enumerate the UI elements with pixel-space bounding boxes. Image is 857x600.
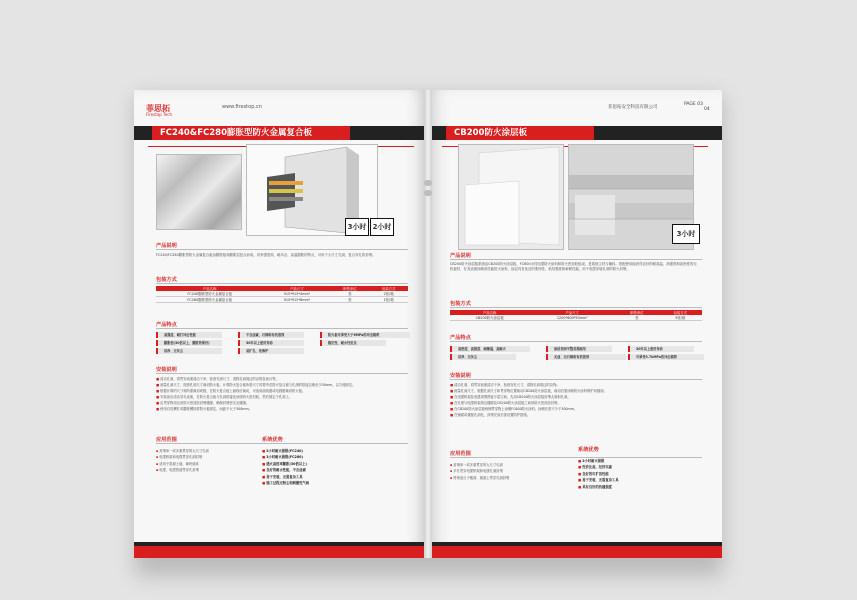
feature-chip: 膨胀倍(30倍以上，膨胀效果好) bbox=[156, 340, 222, 346]
list-item: ■ 沿贯穿物周边用防火密封胶封堵缝隙，确保封堵密实无缝隙。 bbox=[156, 400, 408, 406]
website-url: www.firestop.cn bbox=[222, 104, 262, 110]
product-title: CB200防火涂层板 bbox=[446, 126, 594, 140]
section-heading-packaging: 包装方式 bbox=[156, 277, 177, 283]
table-cell: 1张/箱 bbox=[369, 297, 408, 303]
table-cell: 张 bbox=[615, 315, 658, 321]
table-header: 销售单位 bbox=[615, 310, 658, 315]
brand-logo: 菲思拓 bbox=[146, 104, 170, 113]
feature-chip: 稳定性、耐水性优良 bbox=[320, 340, 386, 346]
right-page bbox=[428, 90, 722, 558]
table-cell: 915*915*4mm² bbox=[263, 291, 330, 297]
table-cell: CB200防火涂层板 bbox=[450, 315, 529, 321]
binding-staple bbox=[424, 190, 432, 196]
applications-list bbox=[450, 462, 570, 481]
table-cell: 1200*600*50mm² bbox=[529, 315, 615, 321]
list-item: ■ 3小时耐火极限(FC280) bbox=[262, 454, 412, 460]
list-item: ▪ 封堵单一或多重贯穿的大尺寸孔洞 bbox=[156, 448, 256, 454]
table-header: 产品尺寸 bbox=[529, 310, 615, 315]
list-item: ■ 清洁孔洞，将贯穿表面清洁干净，检查孔洞尺寸，清除孔洞周边的杂物及油污等。 bbox=[156, 376, 408, 382]
feature-chip: 不含卤素，石棉和有机溶剂 bbox=[238, 332, 304, 338]
section-heading-applications: 应用范围 bbox=[156, 436, 246, 443]
table-cell: FC280膨胀型防火金属复合板 bbox=[156, 297, 263, 303]
table-cell: 张 bbox=[331, 297, 370, 303]
list-item: ▪ 适用于混凝土墙、砌块墙体 bbox=[156, 461, 256, 467]
list-item: ■ 易于安装，无需复杂工具 bbox=[578, 477, 708, 483]
section-heading-description: 产品说明 bbox=[156, 243, 177, 249]
fire-rating-badge-2h: 2小时 bbox=[370, 218, 394, 236]
feature-chip: 易扩孔、免维护 bbox=[238, 348, 304, 354]
list-item: ■ 性价比高，经济实惠 bbox=[578, 464, 708, 470]
list-item: ■ 根据计算的尺寸和所需裁切块数，在防火复合板上画线后裁切，可选用曲线锯或电圆锯裁切防火板。 bbox=[156, 388, 408, 394]
list-item: ■ 安装前应清洁穿孔表面，在防火复合板与孔洞搭接处涂抹防火密封胶，然后固定于孔洞上。 bbox=[156, 394, 408, 400]
list-item: ▪ 多孔贯穿电缆桥架和电缆孔洞封堵 bbox=[450, 468, 570, 474]
list-item: ■ 在CB200防火涂层板两侧贯穿物上涂刷FC600防火涂料，涂刷长度不少于300mm。 bbox=[450, 406, 702, 412]
fire-rating-badge-3h: 3小时 bbox=[672, 224, 700, 244]
list-item: ▪ 特别适合于楼面、墙面上贯穿孔洞封堵 bbox=[450, 475, 570, 481]
list-item: ■ 遇火高倍率膨胀(30倍以上) bbox=[262, 461, 412, 467]
table-cell: 2张/箱 bbox=[369, 291, 408, 297]
list-item: ■ 良好的耐水性能，不含卤素 bbox=[262, 467, 412, 473]
table-cell: 张 bbox=[331, 291, 370, 297]
installation-list bbox=[156, 376, 408, 412]
feature-chip: 30年以上使用寿命 bbox=[628, 346, 694, 352]
left-page bbox=[134, 90, 428, 558]
metal-board-photo bbox=[156, 154, 242, 230]
list-item: ■ 测量孔洞尺寸，根据孔洞尺寸和贯穿物位置裁切CB200防火涂层板，裁切后需涂刷防火涂料保护切割面。 bbox=[450, 388, 702, 394]
fire-rating-badge-3h: 3小时 bbox=[345, 218, 369, 236]
list-item: ■ 在铺面或楼板孔洞处，封堵完成后需设置防护措施。 bbox=[450, 412, 702, 418]
company-name: 菲思拓安全科技有限公司 bbox=[608, 105, 658, 110]
table-header: 包装方式 bbox=[369, 286, 408, 291]
feature-chip: 洁净、无灰尘 bbox=[156, 348, 222, 354]
feature-chip: 洁净、无灰尘 bbox=[450, 354, 516, 360]
feature-chip: 防火板可承受大于6MPa的冲击载荷 bbox=[320, 332, 410, 338]
list-item: ■ 施工过程无粉尘和刺激性气味 bbox=[262, 480, 412, 486]
advantages-list bbox=[578, 458, 708, 490]
packaging-table bbox=[450, 310, 702, 321]
list-item: ■ 具有良好的抗撞强度 bbox=[578, 484, 708, 490]
installation-list bbox=[450, 382, 702, 418]
page-footer-bar bbox=[134, 542, 428, 558]
feature-chip: 无卤、无石棉和有机溶剂 bbox=[546, 354, 626, 360]
section-heading-features: 产品特点 bbox=[450, 335, 471, 341]
title-banner bbox=[134, 126, 428, 140]
list-item: ■ 使用自攻螺钉或膨胀螺栓将防火板固定，间距不大于300mm。 bbox=[156, 406, 408, 412]
section-heading-packaging: 包装方式 bbox=[450, 301, 471, 307]
binding-staple bbox=[424, 180, 432, 186]
page-number bbox=[684, 102, 710, 112]
page-footer-bar bbox=[428, 542, 722, 558]
section-heading-features: 产品特点 bbox=[156, 322, 177, 328]
section-heading-installation: 安装说明 bbox=[450, 373, 471, 379]
list-item: ■ 清洁孔洞，将贯穿表面清洁干净，检查穿孔尺寸，清除孔洞周边的杂物。 bbox=[450, 382, 702, 388]
product-title: FC240&FC280膨胀型防火金属复合板 bbox=[152, 126, 350, 140]
features-grid bbox=[450, 346, 702, 368]
brochure-spine bbox=[424, 90, 432, 558]
table-header: 销售单位 bbox=[331, 286, 370, 291]
table-header: 包装方式 bbox=[659, 310, 702, 315]
table-header: 产品名称 bbox=[450, 310, 529, 315]
feature-chip: 高强度、耐打冲击性能 bbox=[156, 332, 222, 338]
section-heading-applications: 应用范围 bbox=[450, 450, 540, 457]
coated-board-illustration bbox=[459, 145, 563, 249]
list-item: ■ 在电缆桥架及电缆周围预留少量空间，先用CB200防火涂层板封堵大面积孔洞。 bbox=[450, 394, 702, 400]
list-item: ■ 在孔壁与电缆桥架周边缝隙及CB200防火涂层板之间用防火密封胶封堵。 bbox=[450, 400, 702, 406]
page-label: PAGE bbox=[684, 102, 696, 107]
section-heading-installation: 安装说明 bbox=[156, 367, 177, 373]
list-item: ■ 良好的可扩容性能 bbox=[578, 471, 708, 477]
list-item: ■ 易于安装，无需复杂工具 bbox=[262, 474, 412, 480]
page-number-left: 03 bbox=[697, 102, 703, 107]
product-description: FC240/FC280膨胀型防火金属复合板由膨胀板和膨胀层复合而成，具有强度高、耐冲击、高温膨胀的特点，可用于大尺寸孔洞、复合穿孔的封堵。 bbox=[156, 253, 376, 257]
section-heading-advantages: 系统优势 bbox=[578, 447, 599, 453]
list-item: ■ 2小时耐火极限 bbox=[578, 458, 708, 464]
title-banner bbox=[428, 126, 722, 140]
product-description: CB200防火涂层板系统由CB200防火涂层板、FC600水性电缆防火涂料和防火密封胶组成，是系统主材与辅料。搭配使用能获得良好的耐高温、高强度和高密度的无机板材，在其表面涂刷高性能防火涂料，涂层具有优良的柔韧性、粘结强度和耐候性能，用于电缆穿墙孔洞的防火封堵。 bbox=[450, 262, 697, 272]
table-header: 产品尺寸 bbox=[263, 286, 330, 291]
feature-chip: 高密度、高强度、耐潮湿、高耐火 bbox=[450, 346, 530, 352]
table-row bbox=[450, 315, 702, 321]
table-cell: FC240膨胀型防火金属复合板 bbox=[156, 291, 263, 297]
table-cell: 5张/箱 bbox=[659, 315, 702, 321]
advantages-list bbox=[262, 448, 412, 486]
features-grid bbox=[156, 332, 408, 362]
list-item: ■ 2小时耐火极限(FC240) bbox=[262, 448, 412, 454]
list-item: ▪ 封堵单一或多重贯穿的大尺寸孔洞 bbox=[450, 462, 570, 468]
table-header: 产品名称 bbox=[156, 286, 263, 291]
list-item: ▪ 电缆、电缆管道等穿孔封堵 bbox=[156, 467, 256, 473]
section-heading-description: 产品说明 bbox=[450, 253, 471, 259]
feature-chip: 30年以上使用寿命 bbox=[238, 340, 304, 346]
brand-logo-subtitle: Firestop Tech bbox=[146, 112, 173, 117]
section-heading-advantages: 系统优势 bbox=[262, 437, 283, 443]
page-number-right: 04 bbox=[704, 107, 710, 112]
table-cell: 915*915*8mm² bbox=[263, 297, 330, 303]
list-item: ▪ 电缆桥架和电缆贯穿孔洞封堵 bbox=[156, 454, 256, 460]
feature-chip: 涂层表面平整美观耐用 bbox=[546, 346, 612, 352]
feature-chip: 可承受3.7kMPa的冲击载荷 bbox=[628, 354, 704, 360]
applications-list bbox=[156, 448, 256, 474]
list-item: ■ 测量孔洞尺寸，按照孔洞尺寸裁切防火板，计算防火复合板所需尺寸时要考虑防火复合板与孔洞的搭接边缘至少50mm，以方便固定。 bbox=[156, 382, 408, 388]
packaging-table bbox=[156, 286, 408, 303]
table-row bbox=[156, 297, 408, 303]
coated-board-photo bbox=[458, 144, 564, 250]
